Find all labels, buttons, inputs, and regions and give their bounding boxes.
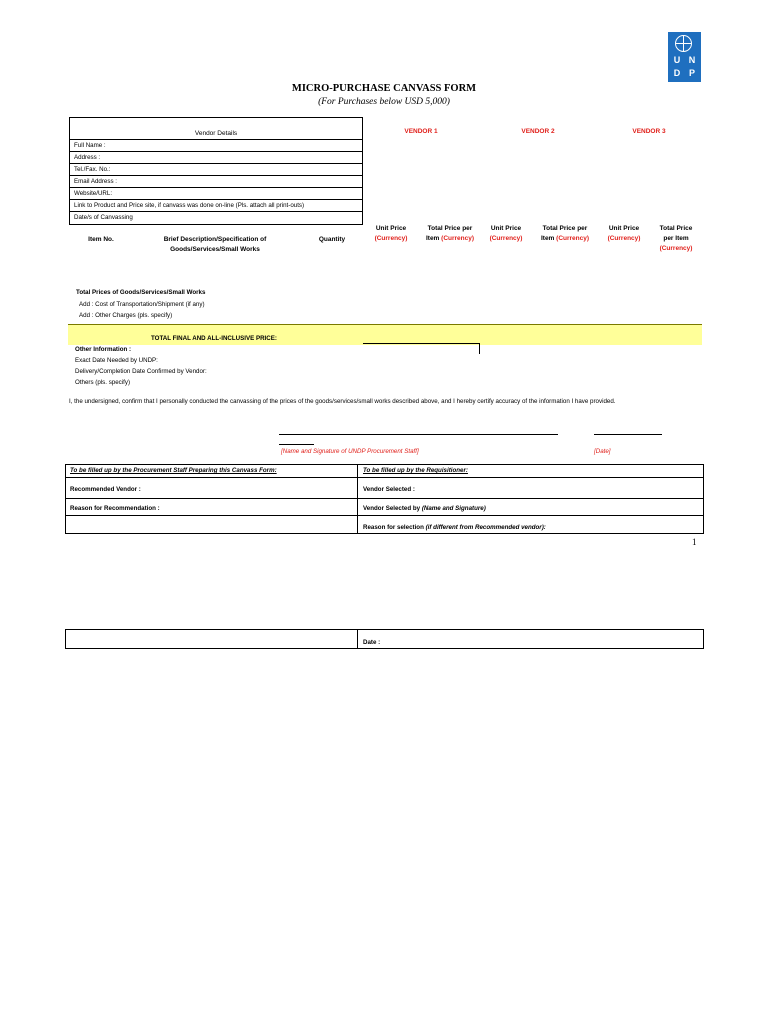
reason-selection-note: (if different from Recommended vendor):	[425, 524, 546, 531]
date-line	[594, 434, 662, 435]
col-label: Item	[540, 235, 555, 242]
table-rule	[65, 477, 704, 478]
other-info-header: Other Information :	[75, 346, 132, 353]
delivery-date-label: Delivery/Completion Date Confirmed by Vendor:	[75, 368, 207, 375]
signature-short-line	[279, 444, 314, 445]
vendor-3-heading: VENDOR 3	[632, 128, 666, 135]
vendor-field-product-link: Link to Product and Price site, if canvass was done on-line (Pls. attach all print-outs)	[70, 200, 362, 212]
col-description-line1: Brief Description/Specification of	[163, 236, 267, 243]
currency-label: (Currency)	[659, 245, 693, 252]
undp-logo	[668, 32, 701, 82]
logo-letter: D	[673, 68, 681, 78]
add-transport-label: Add : Cost of Transportation/Shipment (if any)	[79, 301, 205, 308]
col-v1-unit-price	[362, 224, 420, 244]
vendor-field-address: Address :	[70, 152, 362, 164]
vendor-2-heading: VENDOR 2	[521, 128, 555, 135]
currency-label: (Currency)	[607, 235, 641, 242]
vendor-field-full-name: Full Name :	[70, 140, 362, 152]
col-label: Total Price per	[542, 225, 588, 232]
exact-date-needed-label: Exact Date Needed by UNDP:	[75, 357, 158, 364]
currency-label: (Currency)	[441, 235, 475, 242]
col-v1-total-price	[420, 224, 480, 244]
total-prices-label: Total Prices of Goods/Services/Small Works	[76, 289, 206, 296]
col-description-line2: Goods/Services/Small Works	[170, 246, 260, 253]
page-number: 1	[692, 537, 697, 547]
final-price-underline	[363, 343, 480, 344]
signature-line	[279, 434, 558, 435]
col-label: Item	[425, 235, 440, 242]
page2-table	[65, 629, 704, 649]
currency-label: (Currency)	[556, 235, 590, 242]
logo-letter: N	[688, 55, 696, 65]
form-subtitle: (For Purchases below USD 5,000)	[318, 97, 450, 107]
col-label: Unit Price	[375, 225, 407, 232]
signature-name-label: [Name and Signature of UNDP Procurement Staff]	[281, 448, 419, 455]
table-rule	[65, 515, 704, 516]
col-label: Unit Price	[490, 225, 522, 232]
vendor-selected-by-label	[363, 505, 486, 512]
add-other-charges-label: Add : Other Charges (pls. specify)	[79, 312, 173, 319]
col-item-no: Item No.	[88, 236, 114, 243]
col-quantity: Quantity	[318, 236, 346, 243]
others-label: Others (pls. specify)	[75, 379, 131, 386]
reason-recommendation-label: Reason for Recommendation :	[70, 505, 160, 512]
page2-date-label: Date :	[363, 639, 381, 646]
col-description	[150, 235, 280, 255]
table-rule	[65, 498, 704, 499]
vendor-field-canvass-dates: Date/s of Canvassing	[74, 214, 133, 221]
currency-label: (Currency)	[374, 235, 408, 242]
vendor-field-email: Email Address :	[70, 176, 362, 188]
col-v3-unit-price	[596, 224, 652, 244]
un-emblem-icon	[675, 35, 692, 52]
currency-label: (Currency)	[489, 235, 523, 242]
vendor-details-header: Vendor Details	[70, 118, 362, 140]
reason-selection-label	[363, 524, 546, 531]
col-v2-unit-price	[478, 224, 534, 244]
final-price-box	[363, 344, 480, 354]
right-table-header: To be filled up by the Requisitioner:	[363, 467, 468, 474]
vendor-field-website: Website/URL:	[70, 188, 362, 200]
vendor-1-heading: VENDOR 1	[404, 128, 438, 135]
table-divider	[357, 464, 358, 534]
col-v2-total-price	[534, 224, 596, 244]
col-label: Unit Price	[608, 225, 640, 232]
vendor-selected-by-text: Vendor Selected by	[363, 505, 421, 512]
form-title: MICRO-PURCHASE CANVASS FORM	[291, 83, 477, 94]
certification-text: I, the undersigned, confirm that I personally conducted the canvassing of the prices of the goods/services/small works described above, and I hereby certify accuracy of the information I have provided.	[69, 398, 616, 405]
recommended-vendor-label: Recommended Vendor :	[70, 486, 141, 493]
vendor-selected-label: Vendor Selected :	[363, 486, 415, 493]
col-label: Total Price	[659, 225, 693, 232]
col-v3-total-price	[652, 224, 700, 254]
signature-date-label: [Date]	[594, 448, 611, 455]
left-table-header: To be filled up by the Procurement Staff Preparing this Canvass Form:	[70, 467, 277, 474]
logo-letter: U	[673, 55, 681, 65]
vendor-details-table	[69, 117, 363, 225]
col-label: Total Price per	[427, 225, 473, 232]
vendor-selected-by-note: (Name and Signature)	[421, 505, 486, 512]
reason-selection-text: Reason for selection	[363, 524, 424, 531]
logo-letter: P	[688, 68, 695, 78]
col-label: per Item	[663, 235, 689, 242]
page2-divider	[357, 629, 358, 649]
vendor-field-tel-fax: Tel./Fax. No.:	[70, 164, 362, 176]
final-price-label: TOTAL FINAL AND ALL-INCLUSIVE PRICE:	[151, 335, 277, 342]
